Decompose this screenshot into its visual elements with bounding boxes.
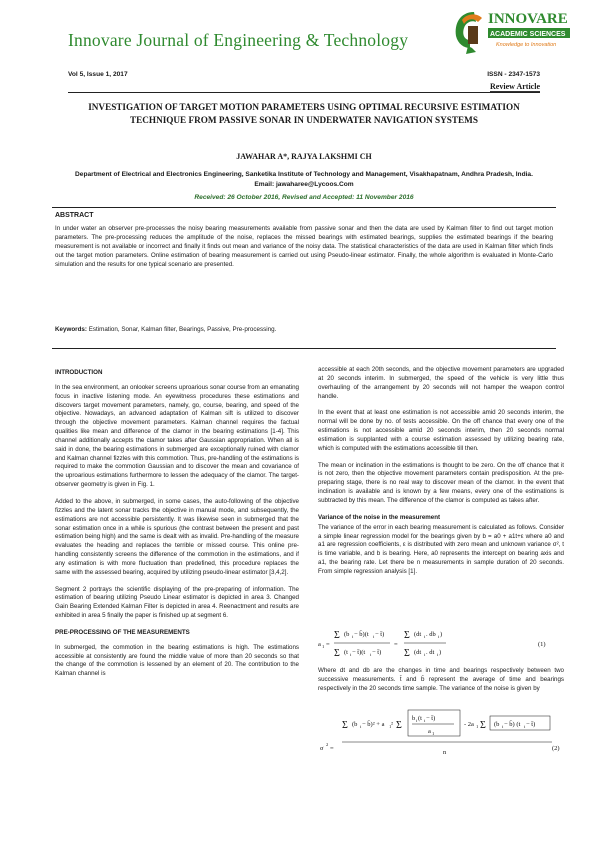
svg-text:a: a [318, 641, 321, 648]
svg-text:): ) [439, 649, 442, 656]
header-divider [68, 92, 540, 93]
section-heading-introduction: INTRODUCTION [55, 369, 103, 376]
svg-text:Σ: Σ [334, 630, 340, 641]
svg-text:=: = [330, 745, 334, 752]
svg-text:. dt: . dt [426, 649, 435, 656]
svg-text:b: b [412, 715, 416, 722]
svg-text:=: = [394, 641, 398, 648]
keywords [55, 326, 553, 333]
right-column [318, 366, 564, 585]
svg-text:1: 1 [322, 644, 325, 649]
paragraph: In the event that at least one estimation is not accessible amid 20 seconds interim, the normal will be done by no. of tests accessible. On the off chance that every one of the estimations is not accessible amid 20 seconds interim, then 20 seconds normal estimation is supplanted with a course estimation assessed by utilizing bearing rate, which is computed with the estimations accessible till then. [318, 409, 564, 452]
svg-text:i: i [360, 724, 362, 729]
svg-text:(b: (b [352, 721, 358, 728]
svg-text:=: = [326, 641, 330, 648]
svg-text:− t̄): − t̄) [526, 721, 536, 728]
journal-title: Innovare Journal of Engineering & Technology [68, 30, 409, 50]
svg-text:i: i [438, 634, 440, 639]
paragraph: The variance of the error in each bearing measurement is calculated as follows. Consider a simple linear regression model for the bearings given by b = a0 + a1t+ε where a0 and a1 are regression coefficients, ε is distributed with zero mean and unknown variance σ², t is time variable, and b is bearing. Here, a0 represents the intercept on bearing axis and a1, the bearing rate. Let there be n measurements in sample duration of 20 seconds. From simple regression analysis [1]. [318, 523, 564, 575]
right-column-continued [318, 667, 564, 702]
logo-tag: Knowledge to Innovation [496, 42, 557, 48]
equation-1 [318, 622, 548, 666]
paragraph: In the sea environment, an onlooker screens uproarious sonar course from an emanating focus in inactive listening mode. An eyewitness procedures these estimations and discovers target movement parameters, namely, go, course, bearing, and speed of the objective. Nowadays, an advanced adaptation of Kalman sift is utilized to discover through the objective movement parameters. Kalman channel requires the factual qualities like mean and difference of the clamor in the bearing estimations [1-4]. This channel additionally accepts the clamor takes after Gaussian appropriation. When all is said in done, the bearing estimations in submerged are exceptionally ruined with clamor and Kalman channel fizzles with this commotion. Thus, pre-handling of the estimations is required to make the commotion Gaussian and to discover the mean and covariance of the uproarious estimations furthermore to lessen the adequacy of the clamor. The target-observer geometry is given in Fig. 1. [55, 383, 299, 489]
svg-text:(t: (t [344, 649, 348, 656]
svg-text:- 2a: - 2a [464, 721, 474, 728]
svg-text:1: 1 [432, 731, 435, 736]
svg-text:i: i [352, 634, 354, 639]
svg-text:Σ: Σ [342, 720, 348, 731]
subsection-heading-variance: Variance of the noise in the measurement [318, 513, 441, 521]
svg-text:2: 2 [326, 742, 329, 747]
abstract-text: In under water an observer pre-processes the noisy bearing measurements available from passive sonar and then the data are used by Kalman filter to find out target motion parameters. The pre-processing reduces the amplitude of the noise, replaces the missed bearings with estimated bearings, supplies the estimated bearings if the bearing measurement is not available or incorrect and finally it finds out mean and variance of the noisy data. The statistical characteristics of the data are used in Kalman filter which finds out the target motion parameters. Online estimation of bearing measurement is carried out using Pseudo-linear estimator. Finally, the whole algorithm is evaluated in Monte-Carlo simulation and the results for one typical scenario are presented. [55, 225, 553, 268]
svg-text:i: i [502, 724, 504, 729]
left-column [55, 369, 299, 687]
svg-text:(dt: (dt [414, 631, 422, 638]
svg-text:i: i [373, 634, 375, 639]
svg-text:i: i [416, 718, 418, 723]
svg-text:i: i [424, 718, 426, 723]
received-dates: Received: 26 October 2016, Revised and Accepted: 11 November 2016 [194, 194, 414, 201]
keywords-label: Keywords: [55, 326, 87, 333]
issn: ISSN - 2347-1573 [487, 71, 540, 78]
svg-text:): ) [440, 631, 443, 638]
keywords-list: Estimation, Sonar, Kalman filter, Bearings, Passive, Pre-processing. [88, 326, 277, 333]
authors: JAWAHAR A*, RAJYA LAKSHMI CH [236, 152, 372, 161]
svg-text:. db: . db [426, 631, 436, 638]
svg-text:(t: (t [418, 715, 422, 722]
svg-text:− b̄) (t: − b̄) (t [504, 721, 521, 728]
svg-text:Σ: Σ [396, 720, 402, 731]
paragraph: In submerged, the commotion in the bearing estimations is high. The estimations accessible at consistently are found the middle value of more than 20 seconds so that the change of the commotion is lessened by an element of 20. The contribution to the Kalman channel is [55, 643, 299, 678]
svg-text:Σ: Σ [480, 720, 486, 731]
article-type: Review Article [490, 82, 540, 91]
equation-1-number: (1) [538, 641, 546, 648]
svg-text:Σ: Σ [404, 648, 410, 659]
svg-text:(b: (b [494, 721, 500, 728]
svg-text:− t̄)(t: − t̄)(t [352, 649, 366, 656]
svg-text:(dt: (dt [414, 649, 422, 656]
paper-title: INVESTIGATION OF TARGET MOTION PARAMETERS USING OPTIMAL RECURSIVE ESTIMATION TECHNIQUE FROM PASSIVE SONAR IN UNDERWATER NAVIGATION SYSTEMS [88, 102, 520, 125]
svg-text:− b̄)² + a: − b̄)² + a [362, 721, 385, 728]
svg-text:σ: σ [320, 745, 324, 752]
svg-text:Σ: Σ [404, 630, 410, 641]
svg-text:(b: (b [344, 631, 350, 638]
volume-issue: Vol 5, Issue 1, 2017 [68, 71, 128, 78]
svg-text:Σ: Σ [334, 648, 340, 659]
equation-2-number: (2) [552, 745, 560, 752]
affiliation: Department of Electrical and Electronics Engineering, Sanketika Institute of Technology and Management, Visakhapatnam, Andhra Pradesh, India. Email: jawaharee@Lycoos.Com [75, 171, 533, 188]
paragraph: Where dt and db are the changes in time and bearings respectively between two successive measurements. t̄ and b̄ represent the average of time and bearings respectively in the 20 seconds time sample. The variance of the noise is given by [318, 667, 564, 692]
svg-text:i: i [424, 634, 426, 639]
svg-text:1: 1 [476, 724, 479, 729]
abstract-heading: ABSTRACT [55, 212, 94, 219]
svg-text:i: i [437, 652, 439, 657]
svg-text:1: 1 [389, 724, 392, 729]
paragraph: The mean or inclination in the estimations is thought to be zero. On the off chance that it is not zero, then the objective movement parameters contain predisposition. At the pre-preparing stage, there is no real way to discover mean of the clamor. In the event that inclination is available and is known by a few means, every one of the estimations is subtracted by this mean. The difference of the clamor is computed as takes after. [318, 461, 564, 504]
svg-text:i: i [424, 652, 426, 657]
logo-name: INNOVARE [488, 11, 568, 27]
svg-text:²: ² [391, 721, 393, 728]
section-heading-preprocessing: PRE-PROCESSING OF THE MEASUREMENTS [55, 628, 190, 636]
paragraph: Added to the above, in submerged, in some cases, the auto-following of the objective fizzles and the latent sonar tracks the objective in manual mode, and subsequently, the estimations are not accessible persistently. It was likewise seen in submerged that the sonar estimation once in a while is spurious (the contrast between the present and past estimation being high) and the same is dealt with as invalid. Pre-handling of the measure evaluates the heading and replaces the terrible or missed course. This online pre-handling consistently screens the difference of the commotion in the estimations, and if any estimation is with more fluctuation than predefined, this procedure replaces the same with the assessed bearing, acquired by utilizing pseudo-linear estimator [3,4,2]. [55, 497, 299, 576]
svg-text:a: a [428, 728, 431, 735]
svg-text:i: i [524, 724, 526, 729]
svg-text:n: n [443, 749, 447, 756]
svg-text:− t̄): − t̄) [375, 631, 385, 638]
paragraph: Segment 2 portrays the scientific displaying of the pre-preparing of information. The estimation of bearing utilizing Pseudo Linear estimator is depicted in area 3. Changed Gain Bearing Extended Kalman Filter is depicted in area 4. Reenactment and results are exhibited in area 5 finally the paper is finished up at segment 6. [55, 585, 299, 620]
paragraph: accessible at each 20th seconds, and the objective movement parameters are upgraded at 20 seconds interim. In submerged, the speed of the vehicle is very little thus overhauling of the arrangement by 20 seconds will not hamper the weapon control handle. [318, 366, 564, 400]
svg-text:− t̄): − t̄) [426, 715, 436, 722]
svg-text:i: i [370, 652, 372, 657]
publisher-logo [450, 6, 572, 58]
svg-text:i: i [350, 652, 352, 657]
equation-2 [318, 698, 564, 768]
svg-text:− t̄): − t̄) [372, 649, 382, 656]
logo-sub: ACADEMIC SCIENCES [490, 31, 566, 38]
svg-text:− b̄)(t: − b̄)(t [354, 631, 369, 638]
